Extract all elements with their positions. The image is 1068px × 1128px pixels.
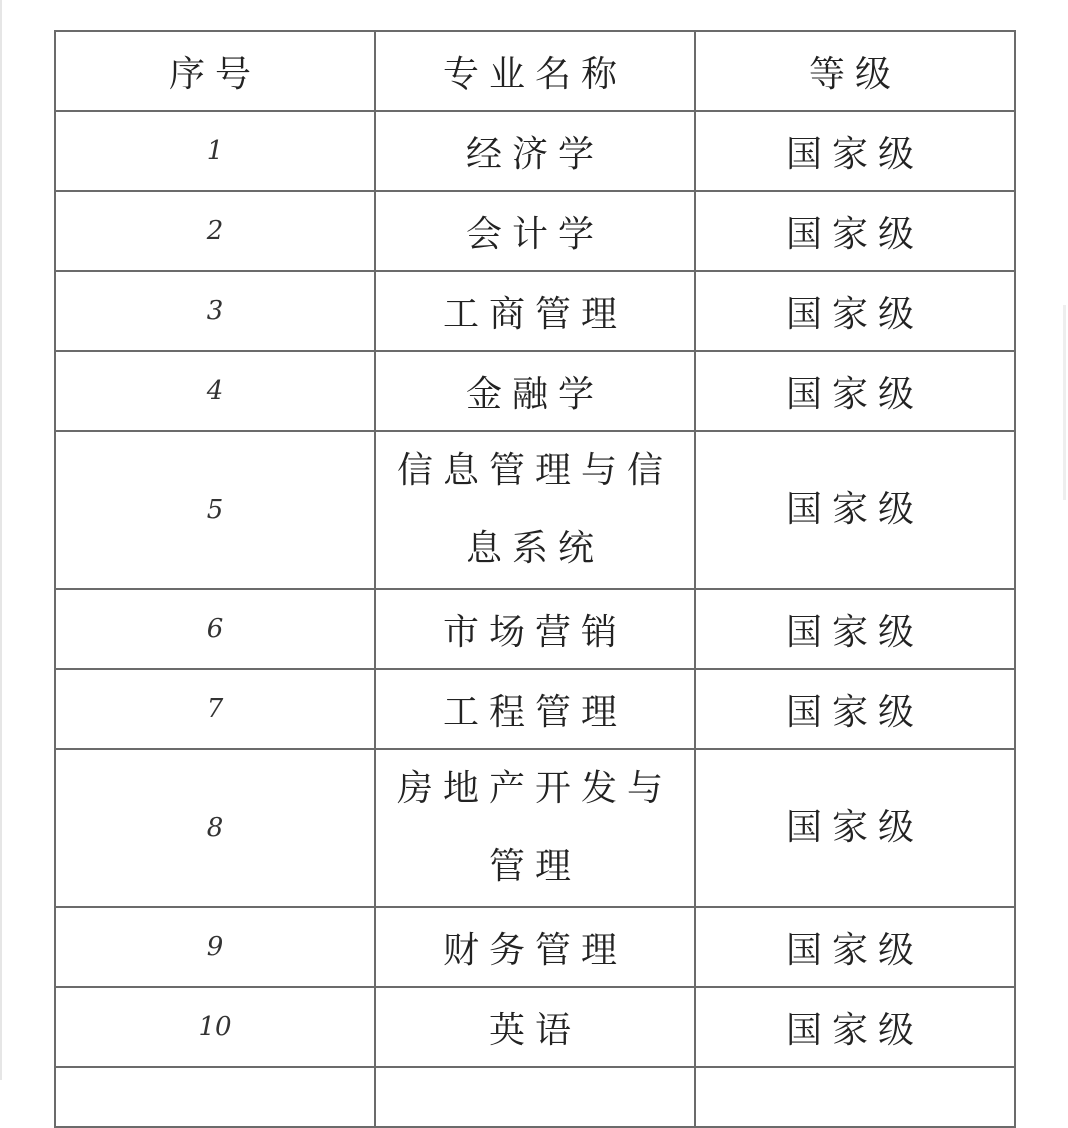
row-level: 国家级 bbox=[695, 987, 1015, 1067]
table-row bbox=[55, 669, 1015, 749]
header-row bbox=[55, 31, 1015, 111]
scroll-indicator bbox=[1063, 305, 1066, 500]
row-index: 6 bbox=[55, 589, 375, 669]
row-major-name: 经济学 bbox=[375, 111, 695, 191]
row-level: 国家级 bbox=[695, 351, 1015, 431]
row-major-name: 英语 bbox=[375, 987, 695, 1067]
table-row bbox=[55, 749, 1015, 907]
row-major-name: 工商管理 bbox=[375, 271, 695, 351]
row-level: 国家级 bbox=[695, 111, 1015, 191]
row-major-name: 会计学 bbox=[375, 191, 695, 271]
table-row bbox=[55, 271, 1015, 351]
row-index: 4 bbox=[55, 351, 375, 431]
table-row bbox=[55, 907, 1015, 987]
table-row bbox=[55, 351, 1015, 431]
row-level: 国家级 bbox=[695, 669, 1015, 749]
row-index-empty bbox=[55, 1067, 375, 1127]
row-index: 9 bbox=[55, 907, 375, 987]
row-level-empty bbox=[695, 1067, 1015, 1127]
row-index: 10 bbox=[55, 987, 375, 1067]
row-level: 国家级 bbox=[695, 431, 1015, 589]
row-major-name: 工程管理 bbox=[375, 669, 695, 749]
table-row bbox=[55, 987, 1015, 1067]
row-index: 2 bbox=[55, 191, 375, 271]
row-index: 7 bbox=[55, 669, 375, 749]
row-major-name: 信息管理与信息系统 bbox=[375, 431, 695, 589]
row-major-name: 金融学 bbox=[375, 351, 695, 431]
row-level: 国家级 bbox=[695, 749, 1015, 907]
row-level: 国家级 bbox=[695, 589, 1015, 669]
row-index: 3 bbox=[55, 271, 375, 351]
header-major-name: 专业名称 bbox=[375, 31, 695, 111]
page-left-edge bbox=[0, 0, 2, 1080]
header-index: 序号 bbox=[55, 31, 375, 111]
table-row bbox=[55, 191, 1015, 271]
row-index: 5 bbox=[55, 431, 375, 589]
row-major-name: 市场营销 bbox=[375, 589, 695, 669]
row-major-name-empty bbox=[375, 1067, 695, 1127]
row-major-name: 财务管理 bbox=[375, 907, 695, 987]
row-level: 国家级 bbox=[695, 191, 1015, 271]
table-row bbox=[55, 111, 1015, 191]
row-index: 8 bbox=[55, 749, 375, 907]
table-row bbox=[55, 431, 1015, 589]
table-row-partial bbox=[55, 1067, 1015, 1127]
header-level: 等级 bbox=[695, 31, 1015, 111]
row-level: 国家级 bbox=[695, 271, 1015, 351]
majors-table bbox=[54, 30, 1016, 1128]
table-row bbox=[55, 589, 1015, 669]
row-level: 国家级 bbox=[695, 907, 1015, 987]
row-index: 1 bbox=[55, 111, 375, 191]
row-major-name: 房地产开发与管理 bbox=[375, 749, 695, 907]
